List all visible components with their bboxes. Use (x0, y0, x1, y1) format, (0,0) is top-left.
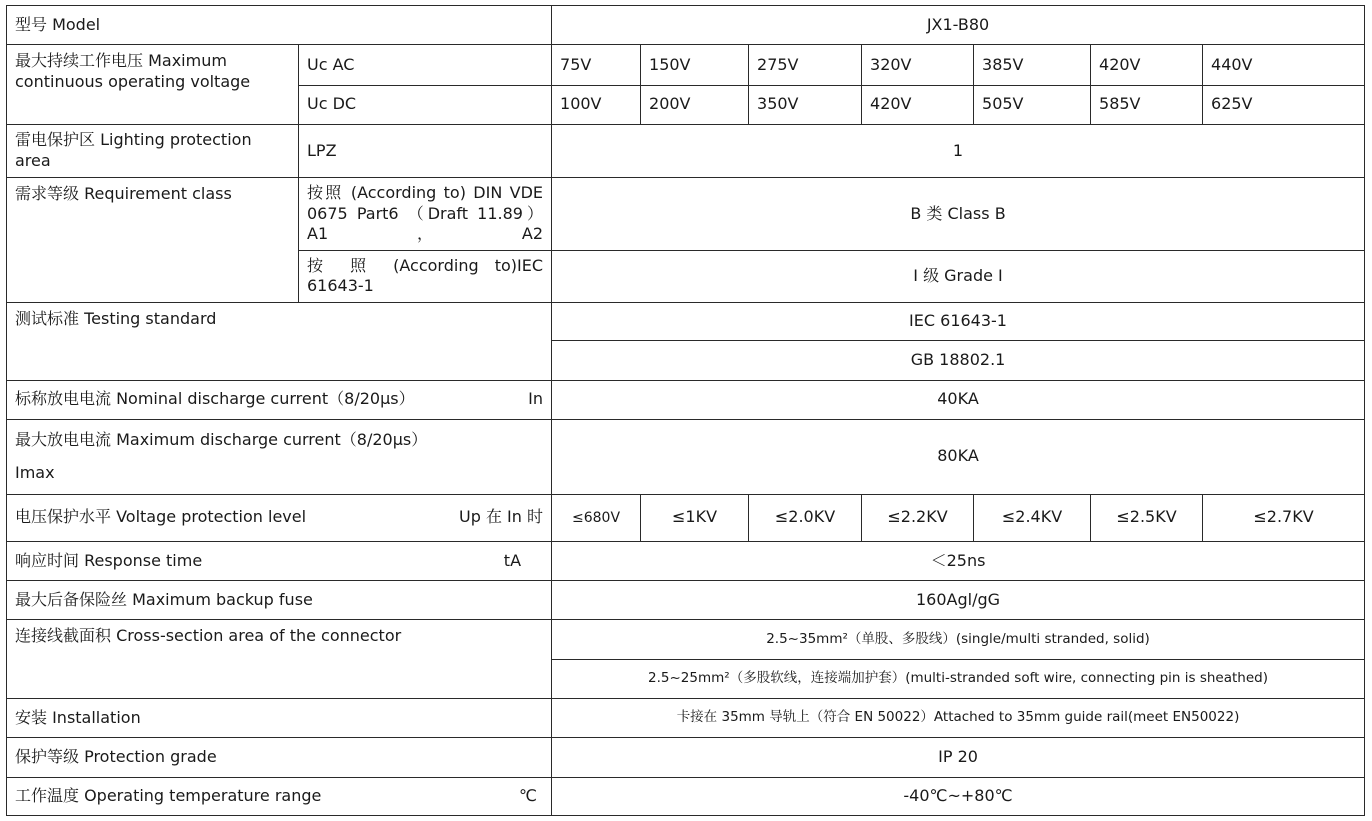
uc-dc-value: 200V (641, 85, 749, 124)
row-nominal (7, 380, 1365, 419)
uc-dc-value: 350V (749, 85, 862, 124)
model-label: 型号 Model (7, 6, 552, 45)
uc-ac-value: 385V (974, 45, 1091, 85)
row-install (7, 699, 1365, 738)
protection-level-value: ≤2.4KV (974, 494, 1091, 541)
protection-level-value: ≤2.7KV (1203, 494, 1365, 541)
response-label: 响应时间 Response time (15, 550, 203, 570)
maxdis-cell (7, 420, 552, 495)
requirement-grade-value: I 级 Grade I (552, 250, 1365, 302)
grade-value: IP 20 (552, 738, 1365, 777)
uc-dc-label: Uc DC (299, 85, 552, 124)
uc-ac-value: 150V (641, 45, 749, 85)
temp-label: 工作温度 Operating temperature range (15, 785, 322, 805)
row-voltage-ac (7, 45, 1365, 85)
row-maxdis (7, 420, 1365, 495)
testing-value-iec: IEC 61643-1 (552, 303, 1365, 341)
uc-ac-value: 440V (1203, 45, 1365, 85)
lpz-value: 1 (552, 124, 1365, 177)
model-value: JX1-B80 (552, 6, 1365, 45)
row-lpz (7, 124, 1365, 177)
nominal-label: 标称放电电流 Nominal discharge current（8/20μs） (15, 389, 415, 409)
install-value: 卡接在 35mm 导轨上（符合 EN 50022）Attached to 35mm guide rail(meet EN50022) (552, 699, 1365, 738)
requirement-din-sub: 按照 (According to) DIN VDE 0675 Part6 （Draft 11.89）A1，A2 (299, 178, 552, 251)
response-cell (7, 541, 552, 580)
nominal-symbol: In (528, 389, 544, 409)
temp-value: -40℃~+80℃ (552, 777, 1365, 815)
uc-ac-value: 320V (862, 45, 974, 85)
cross-value-soft: 2.5~25mm²（多股软线，连接端加护套）(multi-stranded soft wire, connecting pin is sheathed) (552, 659, 1365, 698)
nominal-value: 40KA (552, 380, 1365, 419)
row-model (7, 6, 1365, 45)
requirement-class-value: B 类 Class B (552, 178, 1365, 251)
testing-label: 测试标准 Testing standard (7, 303, 552, 381)
row-cross-1 (7, 620, 1365, 659)
lpz-sub: LPZ (299, 124, 552, 177)
maxdis-value: 80KA (552, 420, 1365, 495)
uc-ac-label: Uc AC (299, 45, 552, 85)
row-temp (7, 777, 1365, 815)
protection-level-cell (7, 494, 552, 541)
cross-value-solid: 2.5~35mm²（单股、多股线）(single/multi stranded, solid) (552, 620, 1365, 659)
protection-level-label: 电压保护水平 Voltage protection level (15, 507, 307, 527)
grade-label: 保护等级 Protection grade (7, 738, 552, 777)
protection-level-symbol: Up 在 In 时 (459, 507, 544, 527)
uc-ac-value: 275V (749, 45, 862, 85)
row-grade (7, 738, 1365, 777)
protection-level-value: ≤680V (552, 494, 641, 541)
uc-dc-value: 100V (552, 85, 641, 124)
nominal-cell (7, 380, 552, 419)
testing-value-gb: GB 18802.1 (552, 341, 1365, 380)
install-label: 安装 Installation (7, 699, 552, 738)
lpz-label: 雷电保护区 Lighting protection area (7, 124, 299, 177)
uc-dc-value: 420V (862, 85, 974, 124)
protection-level-value: ≤2.0KV (749, 494, 862, 541)
fuse-value: 160Agl/gG (552, 581, 1365, 620)
uc-dc-value: 585V (1091, 85, 1203, 124)
response-symbol: tA (503, 550, 522, 570)
uc-dc-value: 625V (1203, 85, 1365, 124)
voltage-label: 最大持续工作电压 Maximum continuous operating voltage (7, 45, 299, 125)
row-protection-level (7, 494, 1365, 541)
fuse-label: 最大后备保险丝 Maximum backup fuse (7, 581, 552, 620)
temp-symbol: ℃ (519, 785, 538, 805)
protection-level-value: ≤1KV (641, 494, 749, 541)
maxdis-label: 最大放电电流 Maximum discharge current（8/20μs） (15, 429, 428, 449)
uc-ac-value: 75V (552, 45, 641, 85)
row-testing-1 (7, 303, 1365, 341)
maxdis-symbol: Imax (15, 462, 55, 482)
uc-dc-value: 505V (974, 85, 1091, 124)
row-fuse (7, 581, 1365, 620)
requirement-iec-sub: 按 照 (According to)IEC 61643-1 (299, 250, 552, 302)
uc-ac-value: 420V (1091, 45, 1203, 85)
protection-level-value: ≤2.5KV (1091, 494, 1203, 541)
temp-cell (7, 777, 552, 815)
spec-table (6, 5, 1365, 816)
response-value: ＜25ns (552, 541, 1365, 580)
row-requirement-din (7, 178, 1365, 251)
row-response (7, 541, 1365, 580)
cross-label: 连接线截面积 Cross-section area of the connector (7, 620, 552, 699)
requirement-label: 需求等级 Requirement class (7, 178, 299, 303)
protection-level-value: ≤2.2KV (862, 494, 974, 541)
